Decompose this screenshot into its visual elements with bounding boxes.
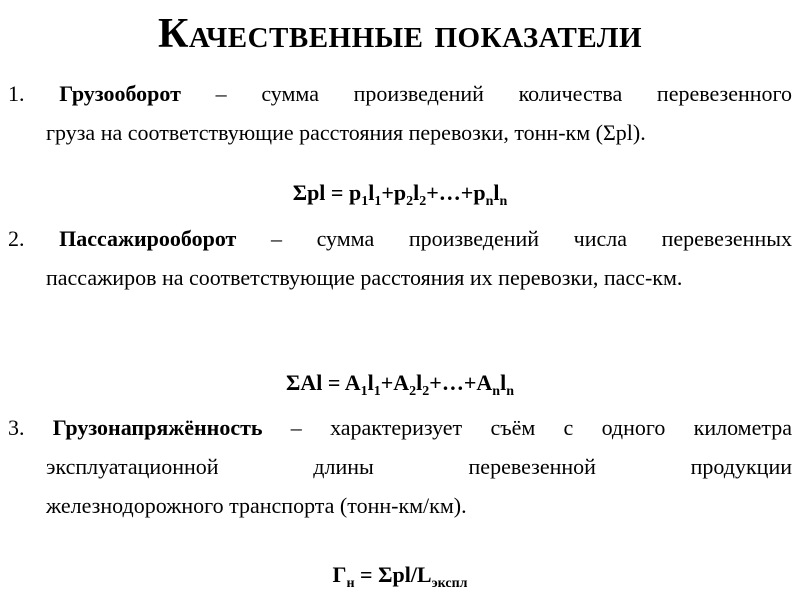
list-item-3 [8, 408, 792, 525]
list-item-3-first-line [8, 408, 792, 447]
list-item-3-continuation-line-3: железнодорожного транспорта (тонн-км/км). [46, 493, 467, 518]
slide-title: Качественные показатели [157, 11, 643, 57]
list-item-3-text: – характеризует съём с одного километра [262, 415, 793, 440]
list-item-1-first-line [8, 74, 792, 113]
list-item-1-term: Грузооборот [59, 81, 181, 106]
list-item-2-continuation: пассажиров на соответствующие расстояния их перевозки, пасс-км. [46, 265, 683, 290]
list-item-1-continuation: груза на соответствующие расстояния перевозки, тонн-км (Σpl). [46, 120, 646, 145]
formula-cargo-turnover: $\Sigma pl = p_1l_1+p_2l_2+\dots+p_nl_n$ [292, 180, 508, 209]
formula-cargo-density: $Г_н = \Sigma pl/L_{экспл}$ [332, 562, 468, 591]
list-item-1-text: – сумма произведений количества перевезенного [180, 81, 793, 106]
list-item-2 [8, 219, 792, 297]
list-item-2-number: 2. [8, 226, 25, 251]
list-item-2-term: Пассажирооборот [59, 226, 237, 251]
list-item-1 [8, 74, 792, 152]
list-item-2-first-line [8, 219, 792, 258]
list-item-3-term: Грузонапряжённость [52, 415, 263, 440]
formula-passenger-turnover: $\Sigma Al = A_1l_1+A_2l_2+\dots+A_nl_n$ [286, 370, 514, 399]
list-item-3-continuation-line-2: эксплуатационной длины перевезенной продукции [46, 454, 792, 479]
list-item-2-text: – сумма произведений числа перевезенных [236, 226, 792, 251]
list-item-3-number: 3. [8, 415, 25, 440]
list-item-1-number: 1. [8, 81, 25, 106]
